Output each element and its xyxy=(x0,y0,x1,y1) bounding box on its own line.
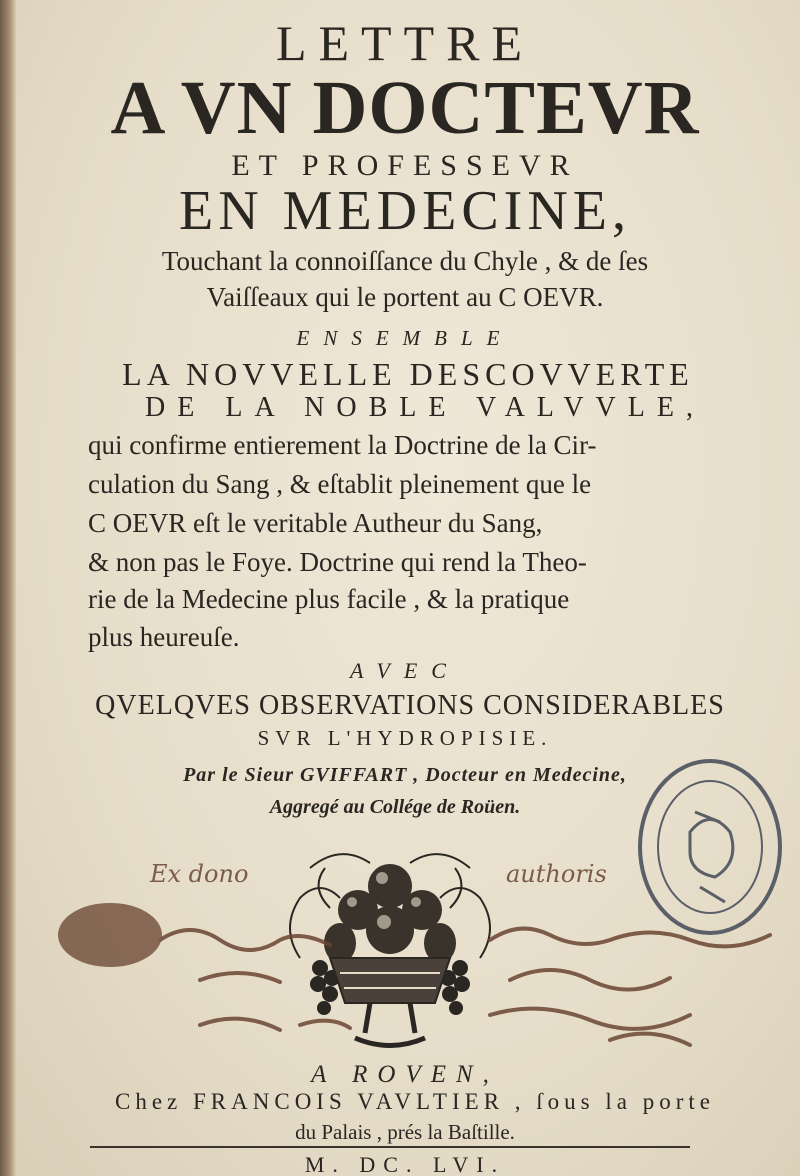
body-text-line: rie de la Medecine plus facile , & la pratique xyxy=(88,584,570,614)
noble-valvule-heading: DE LA NOBLE VALVVLE, xyxy=(145,392,705,423)
imprint-rule xyxy=(90,1146,690,1148)
imprint-address: du Palais , prés la Baſtille. xyxy=(295,1120,515,1144)
avec-heading: AVEC xyxy=(350,658,460,683)
hydropisie-heading: SVR L'HYDROPISIE. xyxy=(257,726,553,750)
imprint-year: M. DC. LVI. xyxy=(304,1152,506,1176)
library-stamp-icon xyxy=(630,752,790,942)
subtitle-line-chyle: Touchant la connoiſſance du Chyle , & de ſes xyxy=(161,246,649,276)
observations-heading: QVELQVES OBSERVATIONS CONSIDERABLES xyxy=(95,690,725,721)
handwritten-note-left: Ex dono xyxy=(150,860,249,888)
author-line: Par le Sieur GVIFFART , Docteur en Medecine, xyxy=(183,764,627,786)
title-line-professeur: ET PROFESSEVR xyxy=(231,149,579,182)
imprint-city: A ROVEN, xyxy=(311,1061,499,1088)
body-text-line: C OEVR eſt le veritable Autheur du Sang, xyxy=(88,508,543,538)
fruit-basket-ornament-icon xyxy=(270,838,510,1060)
title-line-docteur: A VN DOCTEVR xyxy=(110,66,700,150)
subtitle-line-vaisseaux: Vaiſſeaux qui le portent au C OEVR. xyxy=(206,282,604,312)
ensemble-heading: ENSEMBLE xyxy=(296,326,514,350)
body-text-line: plus heureuſe. xyxy=(88,622,240,652)
author-affiliation-line: Aggregé au Collége de Roüen. xyxy=(269,796,521,818)
title-line-lettre: LETTRE xyxy=(275,15,535,71)
handwritten-note-right: authoris xyxy=(506,860,607,888)
title-line-medecine: EN MEDECINE, xyxy=(179,180,631,242)
nouvelle-descouverte-heading: LA NOVVELLE DESCOVVERTE xyxy=(122,356,694,392)
body-text-line: qui confirme entierement la Doctrine de la Cir- xyxy=(88,430,597,460)
book-binding-edge xyxy=(0,0,16,1176)
body-text-line: culation du Sang , & eſtablit pleinement que le xyxy=(88,469,592,499)
imprint-printer: Chez FRANCOIS VAVLTIER , ſous la porte xyxy=(115,1089,715,1114)
body-text-line: & non pas le Foye. Doctrine qui rend la Theo- xyxy=(88,547,587,577)
